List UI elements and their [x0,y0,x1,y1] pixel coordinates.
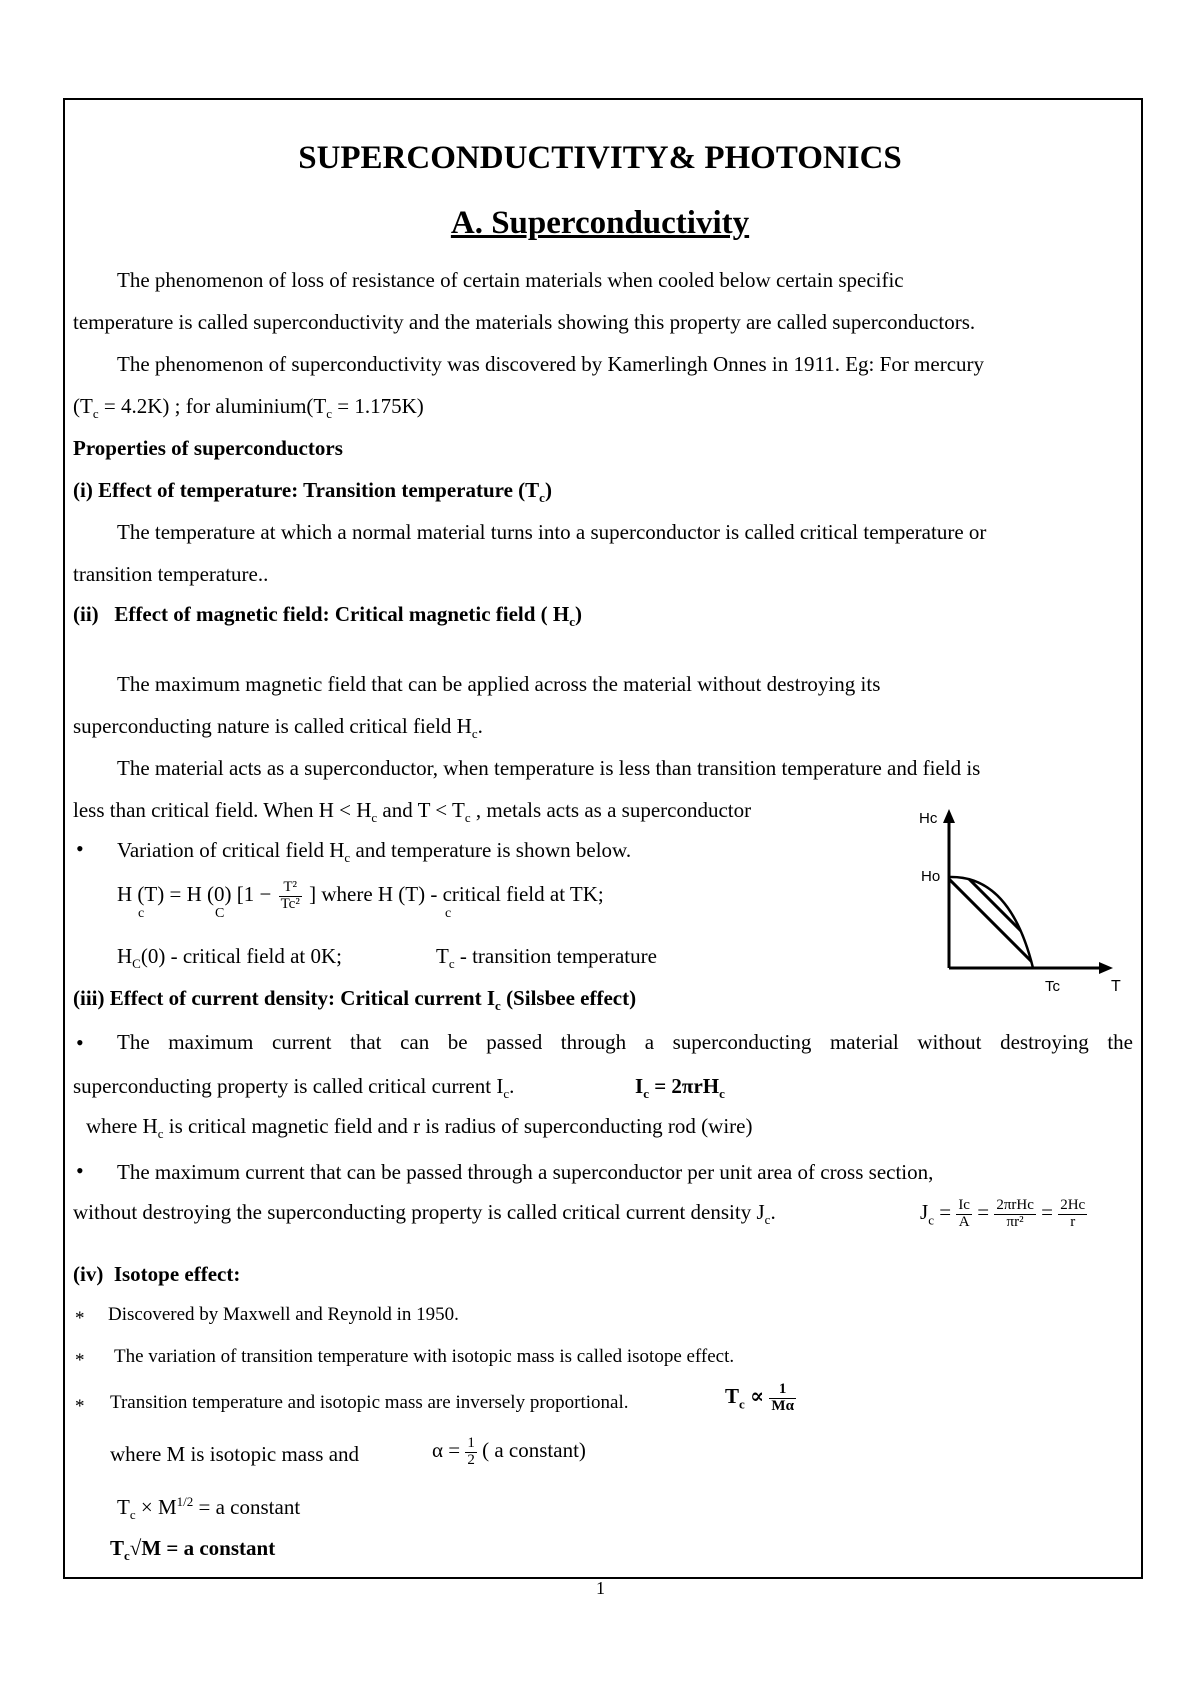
current-line-5: without destroying the superconducting property is called critical current density $J_c$. [73,1200,776,1228]
current-heading: (iii) Effect of current density: Critical current $I_c$ (Silsbee effect) [73,986,637,1014]
magnetic-line-4: less than critical field. When $H < H_c$ and $T < T_c$ , metals acts as a superconductor [73,798,752,826]
temperature-heading: (i) Effect of temperature: Transition temperature $(T_c)$ [73,478,552,506]
isotope-line-4: where M is isotopic mass and [110,1442,360,1466]
star-marker: * [75,1396,85,1417]
proportional-formula: $T_c$ ∝ $\frac{1}{M\alpha}$ [725,1381,794,1414]
star-marker: * [75,1308,85,1329]
magnetic-line-3: The material acts as a superconductor, when temperature is less than transition temperature and field is [117,756,981,780]
x-axis-arrow [1099,962,1113,974]
magnetic-line-1: The maximum magnetic field that can be applied across the material without destroying its [117,672,881,696]
intro-line-4: $(T_c = 4.2K)$ ; for $aluminium(T_c = 1.175K)$ [73,394,424,422]
isotope-line-6: $T_c√M = a$ constant [110,1536,276,1564]
bullet-marker: • [76,1030,84,1055]
star-marker: * [75,1350,85,1371]
bullet-marker: • [76,1158,84,1183]
section-title: A. Superconductivity [450,205,750,241]
isotope-heading: (iv) Isotope effect: [73,1262,241,1286]
critical-field-graph [915,805,1125,995]
temperature-line-1: The temperature at which a normal material turns into a superconductor is called critical temperature or [117,520,987,544]
critical-field-equation: H (T) = H (0) [1 − $\frac{\text{T²}}{\text{Tc²}}$ ] where H (T) - critical field at TK; [117,879,604,912]
magnetic-line-5: Variation of critical field $H_c$ and temperature is shown below. [117,838,632,866]
magnetic-heading: (ii) Effect of magnetic field: Critical magnetic field ( $H_c$) [73,602,583,630]
isotope-line-1: Discovered by Maxwell and Reynold in 1950. [108,1304,459,1325]
y-axis-arrow [943,809,955,823]
eq-subscript-3: c [445,906,452,921]
bullet-marker: • [76,836,84,861]
temperature-line-2: transition temperature.. [73,562,269,586]
page-number: 1 [596,1578,605,1598]
current-line-2: superconducting property is called critical current $I_c$. [73,1074,515,1102]
current-line-3: where $H_c$ is critical magnetic field and r is radius of superconducting rod (wire) [86,1114,753,1142]
magnetic-line-7: $H_C(0)$ - critical field at 0K; [117,944,343,972]
current-line-1: The maximum current that can be passed through a superconducting material without destroying the [117,1030,1133,1054]
intro-line-3: The phenomenon of superconductivity was discovered by Kamerlingh Onnes in 1911. Eg: For mercury [117,352,985,376]
eq-subscript-2: C [215,906,225,921]
intro-line-2: temperature is called superconductivity and the materials showing this property are called superconductors. [73,310,976,334]
current-density-formula: $J_c$ = $\frac{Ic}{A}$ = 2πrHc πr² = $\frac{2Hc}{r}$ [920,1197,1086,1230]
intro-line-1: The phenomenon of loss of resistance of certain materials when cooled below certain specific [117,268,904,292]
y-axis-label: Hc [919,810,938,827]
properties-heading: Properties of superconductors [73,436,343,460]
x-axis-label: T [1111,978,1121,995]
isotope-line-3: Transition temperature and isotopic mass are inversely proportional. [110,1392,629,1413]
magnetic-line-2: superconducting nature is called critical field $H_c$. [73,714,483,742]
origin-label: Ho [921,868,941,885]
isotope-line-5: $T_c \times M^{1/2} = a$ constant [117,1494,301,1523]
magnetic-line-7b: $T_c$ - transition temperature [436,944,657,972]
document-title: SUPERCONDUCTIVITY& PHOTONICS [298,140,902,176]
tc-label: Tc [1045,978,1060,995]
eq-subscript-1: c [138,906,145,921]
critical-current-formula: $I_c = 2\pi rH_c$ [635,1074,725,1102]
alpha-formula: α = $\frac{1}{2}$ ( a constant) [432,1435,586,1468]
isotope-line-2: The variation of transition temperature with isotopic mass is called isotope effect. [114,1346,735,1367]
current-line-4: The maximum current that can be passed through a superconductor per unit area of cross section, [117,1160,934,1184]
